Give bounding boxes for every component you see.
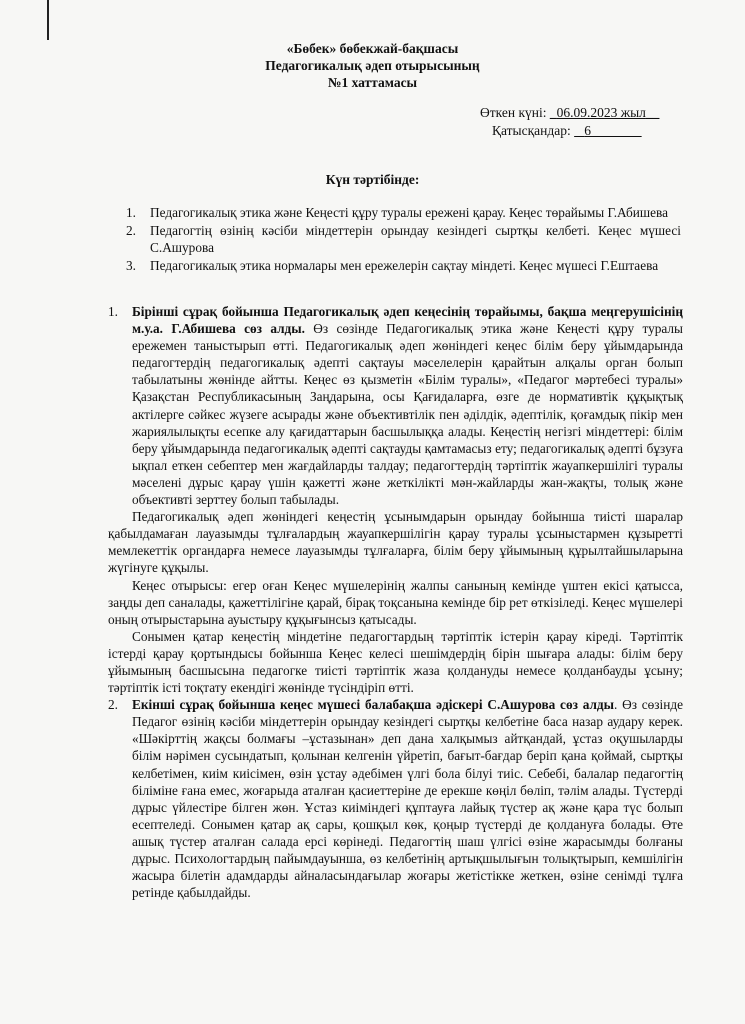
question-2-paragraph: Екінші сұрақ бойынша кеңес мүшесі балабақша әдіскері С.Ашурова сөз алды. Өз сөзінде Педагог өзінің кәсіби міндеттерін орындау кезіндегі сыртқы келбетіне баса назар аудару керек. «Шәкірттің жақсы болмағы –ұстазынан» деп дана халқымыз айтқандай, ұстаз оқушыларды білім нәрімен сусындатып, қолынан келгенін үйретіп, бағыт-бағдар беріп қана қоймай, сыртқы келбетімен, киім киісімен, өзін ұстау әдебімен үлгі бола білуі тиіс. Себебі, балалар педагогтің біліміне ғана емес, жоғарыда аталған қасиеттеріне де ерекше көңіл бөліп, тәлім алады. Түстерді дұрыс үйлестіре білген жөн. Ұстаз киіміндегі құптауға лайық түстер ақ және қара түс болып есептеледі. Сонымен қатар ақ сары, қошқыл көк, қоңыр түстерді де қолдануға болады. Өте ашық түстер аталған салада ерсі көрінеді. Педагогтің шаш үлгісі өзіне жарасымды болғаны дұрыс. Психологтардың пайымдауынша, өз келбетінің артықшылығын толықтырып, кемшілігін жасыра білетін адамдарды айналасындағылар жоғары жетістікке жеткен, өзіне сенімді тұлға ретінде қабылдайды.	[132, 697, 684, 901]
date-value: _06.09.2023 жыл__	[549, 105, 660, 120]
attendees-value: 6	[584, 123, 591, 138]
attendees-label: Қатысқандар:	[492, 123, 571, 138]
question-2	[108, 696, 683, 901]
protocol-number: №1 хаттамасы	[327, 75, 418, 90]
paragraph: Кеңес отырысы: егер оған Кеңес мүшелерінің жалпы санының кемінде үштен екісі қатысса, заңды деп саналады, қажеттілігіне қарай, бірақ тоқсанына кемінде бір рет өткізіледі. Кеңес мүшелері оның отырыстарына ауыстыру құқығынсыз қатысады.	[108, 577, 683, 627]
attendees	[470, 122, 659, 140]
agenda-item: 2. Педагогтің өзінің кәсіби міндеттерін орындау кезіндегі сыртқы келбеті. Кеңес мүшесі С.Ашурова	[126, 223, 681, 255]
agenda-item: 3. Педагогикалық этика нормалары мен ережелерін сақтау міндеті. Кеңес мүшесі Г.Ештаева	[126, 258, 659, 273]
question-number: 2.	[108, 697, 118, 713]
document-body	[108, 303, 683, 901]
paragraph: Сонымен қатар кеңестің міндетіне педагогтардың тәртіптік істерін қарау кіреді. Тәртіптік істерді қарау қортындысы бойынша Кеңес келесі шешімдердің бірін шығара алады: білім беру ұйымының басшысына педагогке тиісті тәртіптік жаза қолдануды немесе қолданбауды ұсыну; тәртіптік істі тоқтату екендігі жөнінде түсіндіріп өтті.	[108, 628, 683, 696]
question-1	[108, 303, 683, 508]
paragraph: Педагогикалық әдеп жөніндегі кеңестің ұсынымдарын орындау бойынша тиісті шаралар қабылдамаған лауазымды тұлғалардың жауапкершілігін қарау туралы ұсыныстармен құзыретті мемлекеттік органдарға немесе лауазымды тұлғаларға, білім беру ұйымының құрылтайшыларына жүгінуге құқылы.	[108, 509, 683, 576]
meeting-meta	[470, 104, 659, 140]
document-header	[0, 40, 745, 91]
date-label: Өткен күні:	[480, 105, 547, 120]
meeting-title: Педагогикалық әдеп отырысының	[265, 58, 480, 73]
agenda-item: 1. Педагогикалық этика және Кеңесті құру туралы ережені қарау. Кеңес төрайымы Г.Абишева	[126, 205, 668, 220]
scan-margin-mark	[47, 0, 49, 40]
question-number: 1.	[108, 304, 118, 319]
org-name: «Бөбек» бөбекжай-бақшасы	[286, 41, 459, 56]
agenda-list	[126, 204, 681, 275]
meeting-date	[470, 104, 659, 122]
agenda-title: Күн тәртібінде:	[325, 172, 420, 187]
question-1-paragraph: Бірінші сұрақ бойынша Педагогикалық әдеп кеңесінің төрайымы, бақша меңгерушісінің м.у.а. Г.Абишева сөз алды. Өз сөзінде Педагогикалық этика және Кеңесті құру туралы ережемен таныстырып өтті. Педагогикалық әдеп жөніндегі кеңес білім беру ұйымдарында педагогтердің педагогикалық әдепті сақтауы мәселелерін қарайтын алқалы орган болып табылатыны жөнінде айтты. Кеңес өз қызметін «Білім туралы», «Педагог мәртебесі туралы» Қазақстан Республикасының Заңдарына, осы Қағидаларға, өзге де нормативтік құқықтық актілерге сәйкес жүзеге асырады және объективтілік пен әділдік, әдептілік, қоғамдық пікір мен жариялылықты есепке алу қағидаттарын басшылыққа алады. Кеңестің негізгі міндеттері: білім беру ұйымдарында педагогикалық әдепті сақтауды қамтамасыз ету; педагогикалық әдепті бұзуға ықпал еткен себептер мен жағдайларды талдау; педагогтердің тәртіптік жауапкершілігі туралы мәселені дұрыс қарау үшін қажетті және жеткілікті мән-жайларды жан-жақты, толық және объективті зерттеу болып табылады.	[132, 304, 683, 508]
